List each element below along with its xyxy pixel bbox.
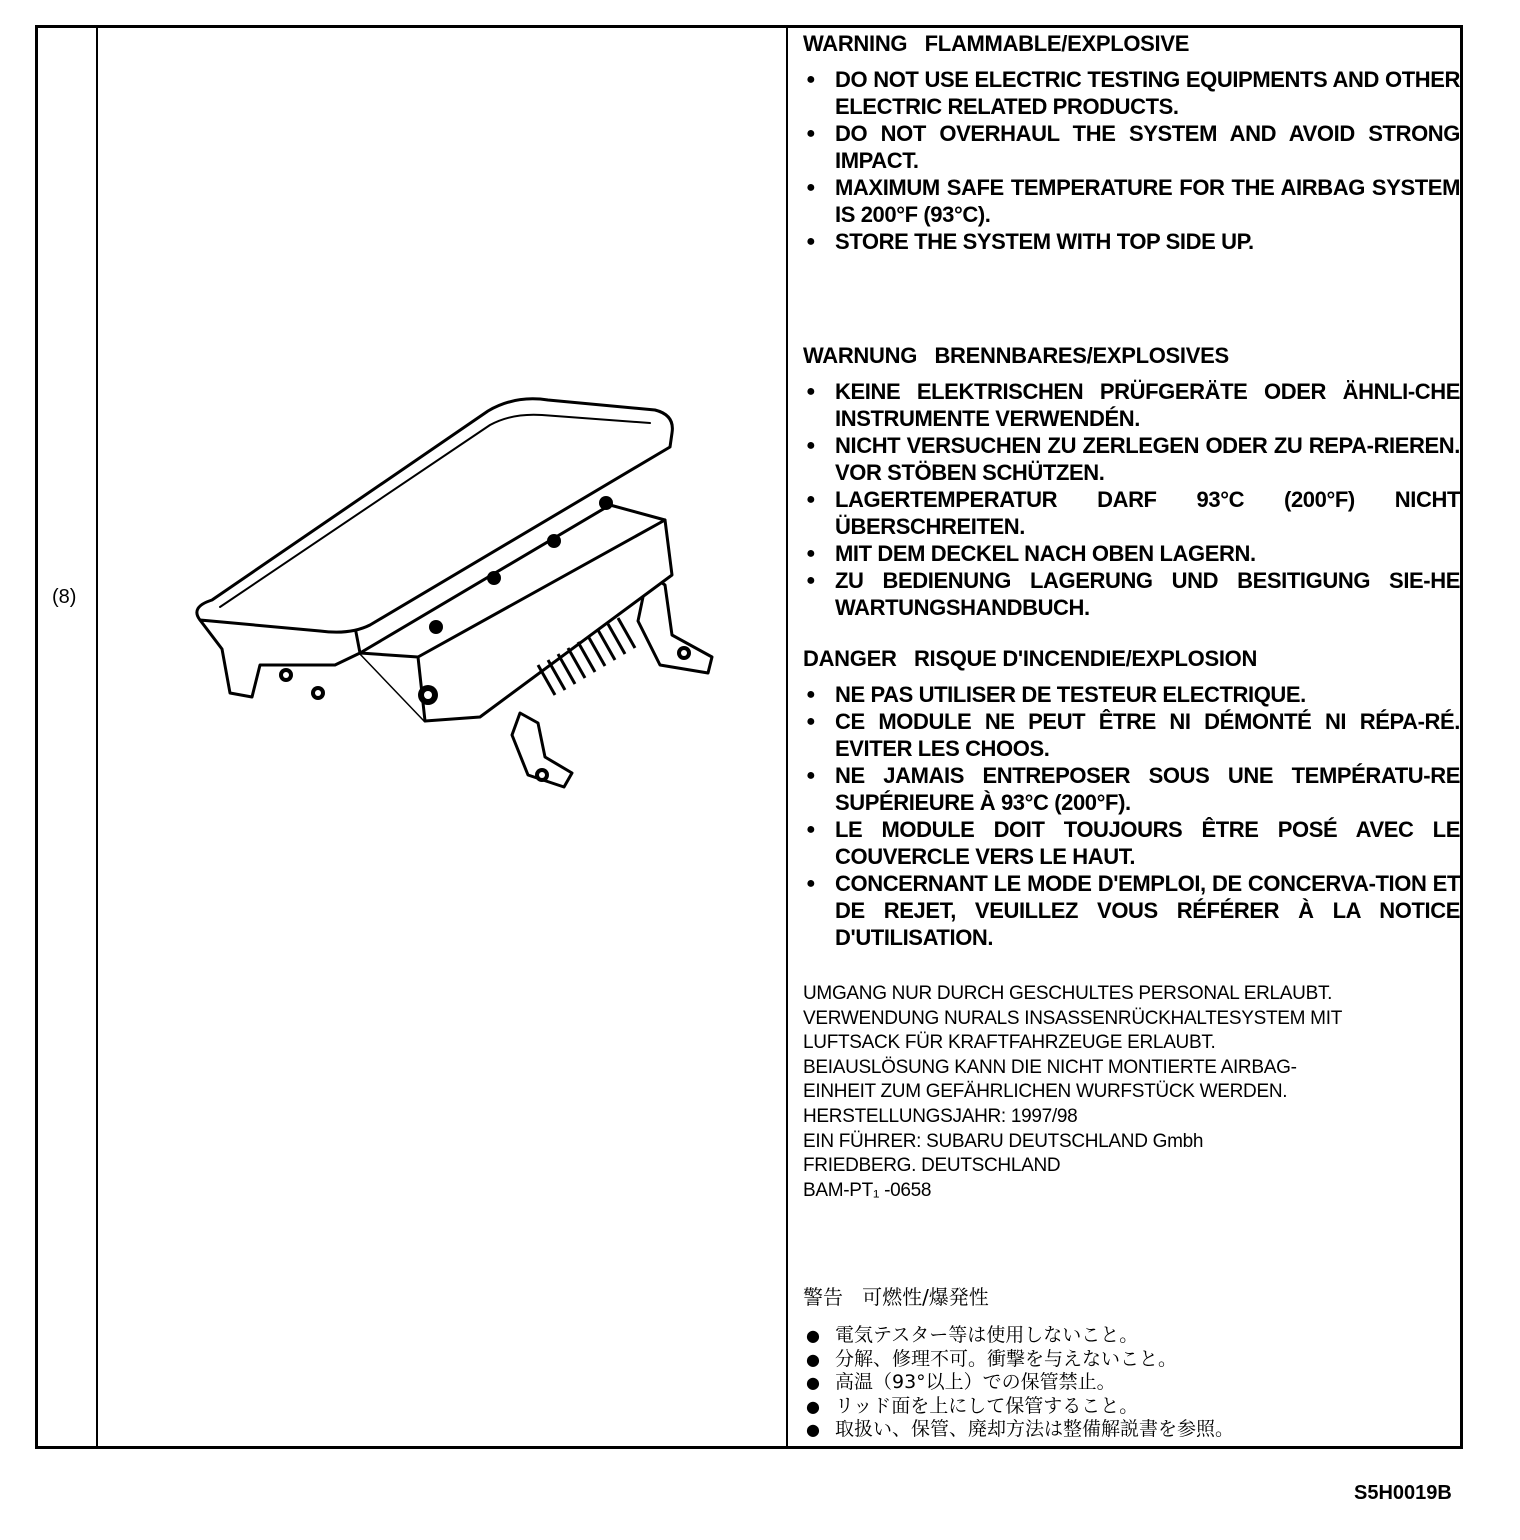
warning-item: ● LAGERTEMPERATUR DARF 93°C (200°F) NICHT ÜBERSCHREITEN. (803, 486, 1460, 540)
warning-item: ● CONCERNANT LE MODE D'EMPLOI, DE CONCERVA-TION ET DE REJET, VEUILLEZ VOUS RÉFÉRER À LA NOTICE D'UTILISATION. (803, 870, 1460, 951)
german-handling-notice (803, 982, 1460, 1203)
warning-heading: 警告 可燃性/爆発性 (803, 1285, 989, 1309)
warning-item: ● NE PAS UTILISER DE TESTEUR ELECTRIQUE. (803, 681, 1460, 708)
notice-line: HERSTELLUNGSJAHR: 1997/98 (803, 1105, 1078, 1127)
warning-english (803, 31, 1460, 255)
notice-line: EIN FÜHRER: SUBARU DEUTSCHLAND Gmbh (803, 1130, 1204, 1152)
warning-item: ● 取扱い、保管、廃却方法は整備解説書を参照。 (803, 1418, 1460, 1442)
notice-line: BAM-PT₁ -0658 (803, 1179, 932, 1201)
warning-heading: WARNUNG BRENNBARES/EXPLOSIVES (803, 343, 1229, 368)
warning-item: ● 高温（93°以上）での保管禁止。 (803, 1371, 1460, 1395)
notice-line: BEIAUSLÖSUNG KANN DIE NICHT MONTIERTE AIRBAG- (803, 1056, 1297, 1078)
warning-item: ● 電気テスター等は使用しないこと。 (803, 1324, 1460, 1348)
warning-item: ● STORE THE SYSTEM WITH TOP SIDE UP. (803, 228, 1460, 255)
warning-heading: DANGER RISQUE D'INCENDIE/EXPLOSION (803, 646, 1258, 671)
warning-item: ● LE MODULE DOIT TOUJOURS ÊTRE POSÉ AVEC LE COUVERCLE VERS LE HAUT. (803, 816, 1460, 870)
warning-item: ● KEINE ELEKTRISCHEN PRÜFGERÄTE ODER ÄHNLI-CHE INSTRUMENTE VERWENDÉN. (803, 378, 1460, 432)
notice-line: EINHEIT ZUM GEFÄHRLICHEN WURFSTÜCK WERDEN. (803, 1081, 1288, 1103)
column-divider (96, 28, 98, 1446)
warning-item: ● CE MODULE NE PEUT ÊTRE NI DÉMONTÉ NI RÉPA-RÉ. EVITER LES CHOOS. (803, 708, 1460, 762)
warning-item: ● DO NOT OVERHAUL THE SYSTEM AND AVOID STRONG IMPACT. (803, 120, 1460, 174)
warning-heading: WARNING FLAMMABLE/EXPLOSIVE (803, 31, 1190, 56)
document-id: S5H0019B (1354, 1482, 1452, 1504)
row-number: (8) (52, 586, 77, 608)
warning-item: ● MAXIMUM SAFE TEMPERATURE FOR THE AIRBAG SYSTEM IS 200°F (93°C). (803, 174, 1460, 228)
warning-item: ● DO NOT USE ELECTRIC TESTING EQUIPMENTS AND OTHER ELECTRIC RELATED PRODUCTS. (803, 66, 1460, 120)
warning-item: ● NICHT VERSUCHEN ZU ZERLEGEN ODER ZU REPA-RIEREN. VOR STÖBEN SCHÜTZEN. (803, 432, 1460, 486)
warning-item: ● リッド面を上にして保管すること。 (803, 1395, 1460, 1419)
warning-item: ● MIT DEM DECKEL NACH OBEN LAGERN. (803, 540, 1460, 567)
column-divider (786, 28, 788, 1446)
notice-line: LUFTSACK FÜR KRAFTFAHRZEUGE ERLAUBT. (803, 1032, 1216, 1054)
warning-item: ● ZU BEDIENUNG LAGERUNG UND BESITIGUNG SIE-HE WARTUNGSHANDBUCH. (803, 567, 1460, 621)
warning-item: ● 分解、修理不可。衝撃を与えないこと。 (803, 1348, 1460, 1372)
warning-item: ● NE JAMAIS ENTREPOSER SOUS UNE TEMPÉRATU-RE SUPÉRIEURE À 93°C (200°F). (803, 762, 1460, 816)
warning-japanese (803, 1281, 1460, 1442)
warning-french (803, 646, 1460, 951)
notice-line: FRIEDBERG. DEUTSCHLAND (803, 1155, 1061, 1177)
warning-german (803, 343, 1460, 621)
notice-line: VERWENDUNG NURALS INSASSENRÜCKHALTESYSTEM MIT (803, 1007, 1342, 1029)
notice-line: UMGANG NUR DURCH GESCHULTES PERSONAL ERLAUBT. (803, 983, 1333, 1004)
airbag-module-illustration (160, 395, 740, 815)
